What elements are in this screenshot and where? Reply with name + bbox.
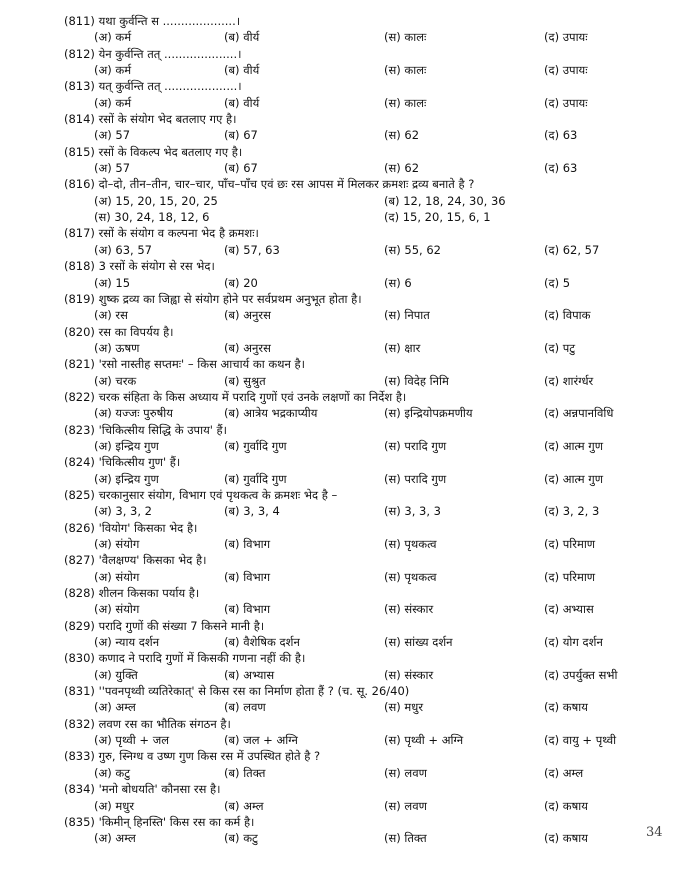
option-b: (ब) 67: [224, 128, 258, 143]
option-b: (ब) 3, 3, 4: [224, 504, 280, 519]
option-c: (स) 6: [384, 275, 412, 290]
option-a: (अ) इन्द्रिय गुण: [94, 438, 159, 453]
options-row: [64, 765, 664, 781]
option-a: (अ) 15: [94, 275, 131, 290]
options-row: [64, 830, 664, 846]
option-d: (द) अम्ल: [544, 765, 584, 780]
question-text: (816) दो–दो, तीन–तीन, चार–चार, पाँच–पाँच एवं छः रस आपस में मिलकर क्रमशः द्रव्य बनाते है ?: [64, 177, 475, 192]
option-d: (द) 5: [544, 275, 571, 290]
question-text: (815) रसों के विकल्प भेद बतलाए गए है।: [64, 144, 243, 159]
option-c: (स) पृथ्वी + अग्नि: [384, 733, 464, 748]
options-row: [64, 127, 664, 143]
option-c: (स) निपात: [384, 308, 430, 323]
options-row: [64, 340, 664, 356]
option-d: (द) परिमाण: [544, 569, 596, 584]
option-a: (अ) कर्म: [94, 63, 132, 78]
options-row: [64, 193, 664, 209]
question-text: (823) 'चिकित्सीय सिद्धि के उपाय' हैं।: [64, 422, 228, 437]
option-c: (स) मधुर: [384, 700, 424, 715]
option-a: (अ) ऊषण: [94, 340, 140, 355]
option-b: (ब) 67: [224, 161, 258, 176]
question-text: (827) 'वैलक्षण्य' किसका भेद है।: [64, 553, 207, 568]
option-b: (ब) 57, 63: [224, 242, 280, 257]
option-d: (द) उपायः: [544, 63, 588, 78]
option-c: (स) 62: [384, 161, 420, 176]
option-d: (द) उपर्युक्त सभी: [544, 667, 618, 682]
options-row: [64, 209, 664, 225]
option-a: (अ) 57: [94, 128, 131, 143]
option-a: (अ) युक्ति: [94, 667, 138, 682]
options-row: [64, 373, 664, 389]
option-a: (अ) संयोग: [94, 569, 140, 584]
option-d: (द) 15, 20, 15, 6, 1: [384, 210, 491, 225]
options-row: [64, 601, 664, 617]
option-c: (स) सांख्य दर्शन: [384, 635, 453, 650]
option-b: (ब) विभाग: [224, 569, 271, 584]
options-row: [64, 732, 664, 748]
option-a: (अ) अम्ल: [94, 700, 136, 715]
option-d: (द) 62, 57: [544, 242, 600, 257]
option-a: (अ) कर्म: [94, 30, 132, 45]
option-a: (अ) चरक: [94, 373, 137, 388]
option-b: (ब) सुश्रुत: [224, 373, 266, 388]
question-text: (817) रसों के संयोग व कल्पना भेद है क्रमशः।: [64, 226, 259, 241]
option-b: (ब) अम्ल: [224, 798, 264, 813]
option-d: (द) 63: [544, 161, 578, 176]
option-c: (स) परादि गुण: [384, 438, 447, 453]
options-row: [64, 536, 664, 552]
option-a: (अ) रस: [94, 308, 128, 323]
option-c: (स) 30, 24, 18, 12, 6: [94, 210, 210, 225]
option-a: (अ) संयोग: [94, 602, 140, 617]
question-text: (814) रसों के संयोग भेद बतलाए गए है।: [64, 112, 237, 127]
question-text: (825) चरकानुसार संयोग, विभाग एवं पृथकत्व के क्रमशः भेद है –: [64, 487, 338, 502]
options-row: [64, 307, 664, 323]
option-c: (स) तिक्त: [384, 831, 427, 846]
option-c: (स) 62: [384, 128, 420, 143]
option-a: (अ) यज्जः पुरुषीय: [94, 406, 173, 421]
option-d: (द) 63: [544, 128, 578, 143]
option-d: (द) पटु: [544, 340, 576, 355]
option-c: (स) परादि गुण: [384, 471, 447, 486]
option-b: (ब) वीर्य: [224, 30, 260, 45]
options-row: [64, 275, 664, 291]
option-a: (अ) अम्ल: [94, 831, 136, 846]
option-d: (द) 3, 2, 3: [544, 504, 600, 519]
option-d: (द) कषाय: [544, 798, 588, 813]
option-a: (अ) 3, 3, 2: [94, 504, 152, 519]
option-c: (स) संस्कार: [384, 667, 434, 682]
question-text: (820) रस का विपर्यय है।: [64, 324, 174, 339]
option-b: (ब) आत्रेय भद्रकाप्यीय: [224, 406, 318, 421]
option-c: (स) विदेह निमि: [384, 373, 449, 388]
option-b: (ब) विभाग: [224, 537, 271, 551]
question-text: (835) 'किमीन् हिनस्ति' किस रस का कर्म है।: [64, 814, 255, 829]
option-d: (द) कषाय: [544, 831, 588, 846]
question-sheet: [64, 13, 664, 847]
option-c: (स) 55, 62: [384, 242, 441, 257]
option-c: (स) कालः: [384, 63, 427, 78]
option-b: (ब) अभ्यास: [224, 667, 275, 682]
option-b: (ब) कटु: [224, 831, 258, 846]
option-c: (स) कालः: [384, 30, 427, 45]
question-text: (831) ''पवनपृथ्वी व्यतिरेकात्' से किस रस का निर्माण होता हैं ? (च. सू. 26/40): [64, 684, 410, 699]
option-b: (ब) अनुरस: [224, 340, 271, 355]
question-text: (811) यथा कुर्वन्ति स ....................।: [64, 14, 241, 28]
option-b: (ब) वीर्य: [224, 63, 260, 78]
options-row: [64, 503, 664, 519]
question-text: (828) शीलन किसका पर्याय है।: [64, 586, 200, 601]
options-row: [64, 798, 664, 814]
option-a: (अ) 15, 20, 15, 20, 25: [94, 193, 218, 208]
option-a: (अ) 63, 57: [94, 242, 152, 257]
options-row: [64, 29, 664, 45]
question-text: (822) चरक संहिता के किस अध्याय में परादि गुणों एवं उनके लक्षणों का निर्देश है।: [64, 389, 407, 404]
option-d: (द) अभ्यास: [544, 602, 594, 617]
option-d: (द) वायु + पृथ्वी: [544, 733, 617, 748]
options-row: [64, 95, 664, 111]
option-d: (द) आत्म गुण: [544, 471, 604, 486]
option-d: (द) उपायः: [544, 95, 588, 110]
question-text: (819) शुष्क द्रव्य का जिह्वा से संयोग होने पर सर्वप्रथम अनुभूत होता है।: [64, 291, 362, 306]
options-row: [64, 160, 664, 176]
option-c: (स) लवण: [384, 798, 427, 813]
question-text: (826) 'वियोग' किसका भेद है।: [64, 520, 198, 535]
option-d: (द) कषाय: [544, 700, 588, 715]
option-b: (ब) विभाग: [224, 602, 271, 617]
question-text: (834) 'मनो बोधयति' कौनसा रस है।: [64, 782, 221, 797]
question-text: (833) गुरु, स्निग्ध व उष्ण गुण किस रस में उपस्थित होते है ?: [64, 749, 321, 764]
option-d: (द) उपायः: [544, 30, 588, 45]
option-a: (अ) कटु: [94, 765, 131, 780]
options-row: [64, 667, 664, 683]
question-text: (821) 'रसो नास्तीह सप्तमः' – किस आचार्य का कथन है।: [64, 357, 306, 372]
page-number: 34: [646, 825, 663, 840]
options-row: [64, 699, 664, 715]
option-d: (द) अन्नपानविधि: [544, 406, 614, 421]
option-c: (स) इन्द्रियोपक्रमणीय: [384, 406, 473, 421]
option-a: (अ) कर्म: [94, 95, 132, 110]
option-b: (ब) वीर्य: [224, 95, 260, 110]
option-b: (ब) गुर्वादि गुण: [224, 438, 287, 453]
option-c: (स) 3, 3, 3: [384, 504, 441, 519]
option-c: (स) पृथकत्व: [384, 537, 437, 551]
option-b: (ब) 12, 18, 24, 30, 36: [384, 193, 506, 208]
question-text: (813) यत् कुर्वन्ति तत् ....................।: [64, 79, 242, 94]
options-row: [64, 405, 664, 421]
question-text: (824) 'चिकित्सीय गुण' हैं।: [64, 455, 181, 470]
option-d: (द) परिमाण: [544, 537, 596, 551]
option-c: (स) कालः: [384, 95, 427, 110]
question-text: (818) 3 रसों के संयोग से रस भेद।: [64, 259, 215, 274]
option-c: (स) संस्कार: [384, 602, 434, 617]
option-b: (ब) गुर्वादि गुण: [224, 471, 287, 486]
options-row: [64, 569, 664, 585]
option-a: (अ) मधुर: [94, 798, 135, 813]
option-a: (अ) संयोग: [94, 537, 140, 551]
option-d: (द) योग दर्शन: [544, 635, 603, 650]
option-d: (द) विपाक: [544, 308, 591, 323]
option-b: (ब) 20: [224, 275, 258, 290]
options-row: [64, 438, 664, 454]
question-text: (830) कणाद ने परादि गुणों में किसकी गणना नहीं की है।: [64, 651, 306, 666]
question-text: (832) लवण रस का भौतिक संगठन है।: [64, 716, 231, 731]
option-a: (अ) इन्द्रिय गुण: [94, 471, 159, 486]
option-b: (ब) तिक्त: [224, 765, 266, 780]
options-row: [64, 62, 664, 78]
option-b: (ब) लवण: [224, 700, 266, 715]
options-row: [64, 242, 664, 258]
option-b: (ब) अनुरस: [224, 308, 271, 323]
options-row: [64, 471, 664, 487]
option-b: (ब) वैशेषिक दर्शन: [224, 635, 300, 650]
option-c: (स) लवण: [384, 765, 427, 780]
option-a: (अ) पृथ्वी + जल: [94, 733, 170, 748]
options-row: [64, 634, 664, 650]
question-text: (812) येन कुर्वन्ति तत् ....................।: [64, 46, 242, 61]
option-d: (द) आत्म गुण: [544, 438, 604, 453]
option-d: (द) शारंर्ग्धर: [544, 373, 594, 388]
option-a: (अ) न्याय दर्शन: [94, 635, 160, 650]
question-text: (829) परादि गुणों की संख्या 7 किसने मानी है।: [64, 618, 265, 633]
option-c: (स) क्षार: [384, 340, 421, 355]
option-b: (ब) जल + अग्नि: [224, 733, 298, 748]
option-c: (स) पृथकत्व: [384, 569, 437, 584]
option-a: (अ) 57: [94, 161, 131, 176]
